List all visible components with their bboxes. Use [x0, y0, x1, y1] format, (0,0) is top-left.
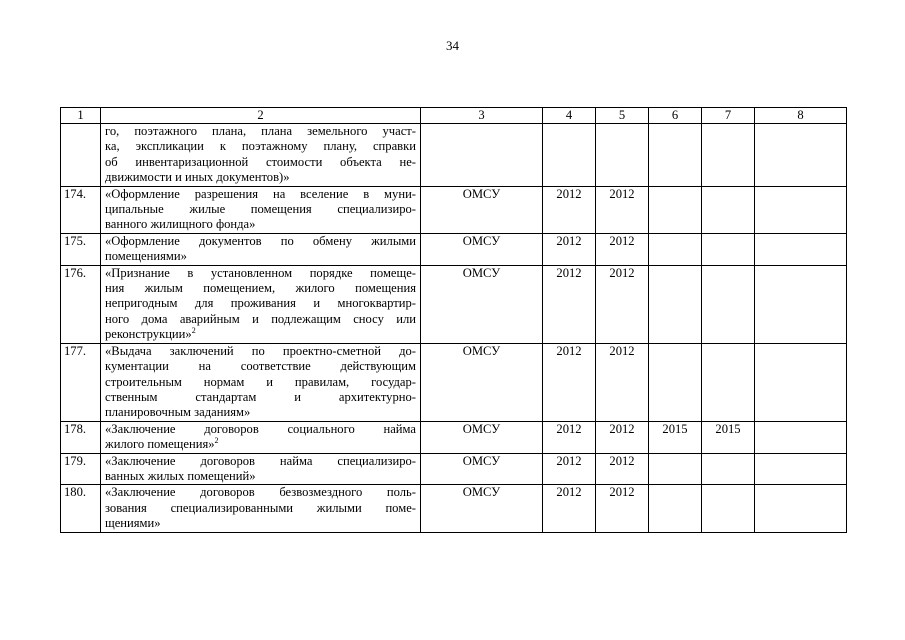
table-row: [61, 343, 847, 421]
footnote-mark: 2: [214, 435, 219, 445]
service-name-line: [105, 485, 416, 500]
row-number: 178.: [61, 421, 101, 453]
year-cell-7: [702, 453, 755, 485]
header-col-8: 8: [755, 108, 847, 124]
table-row: [61, 421, 847, 453]
service-name-text: ка, экспликации к поэтажному плану, справки: [105, 139, 416, 154]
executor-cell: ОМСУ: [421, 265, 543, 343]
year-cell-6: [649, 485, 702, 532]
table-header-row: [61, 108, 847, 124]
service-name-line: [105, 187, 416, 202]
year-cell-7: [702, 343, 755, 421]
service-name-text: непригодным для проживания и многоквартир-: [105, 296, 416, 311]
service-name-line: [105, 281, 416, 296]
service-name-line: [105, 296, 416, 311]
service-name: [101, 233, 421, 265]
table-row: [61, 233, 847, 265]
service-name-line: [105, 155, 416, 170]
year-cell-5: 2012: [596, 233, 649, 265]
footnote-mark: 2: [191, 326, 196, 336]
year-cell-6: [649, 186, 702, 233]
service-name-text: зования специализированными жилыми поме-: [105, 500, 416, 515]
table-row: [61, 265, 847, 343]
service-name-text: ственным стандартам и архитектурно-: [105, 389, 416, 404]
service-name-line: [105, 390, 416, 405]
service-name-text: «Выдача заключений по проектно-сметной до-: [105, 343, 416, 358]
service-name-text: щениями»: [105, 516, 161, 531]
executor-cell: ОМСУ: [421, 343, 543, 421]
year-cell-7: 2015: [702, 421, 755, 453]
service-name-line: [105, 327, 416, 342]
header-col-3: 3: [421, 108, 543, 124]
note-cell: [755, 186, 847, 233]
service-name-text: «Заключение договоров найма специализиро-: [105, 453, 416, 468]
note-cell: [755, 124, 847, 187]
service-name-line: [105, 124, 416, 139]
service-name: [101, 265, 421, 343]
year-cell-4: [543, 124, 596, 187]
year-cell-6: 2015: [649, 421, 702, 453]
page-number: 34: [446, 38, 459, 53]
service-name-line: [105, 501, 416, 516]
row-number: 179.: [61, 453, 101, 485]
executor-cell: ОМСУ: [421, 421, 543, 453]
service-name-text: ципальные жилые помещения специализиро-: [105, 202, 416, 217]
year-cell-7: [702, 233, 755, 265]
year-cell-4: 2012: [543, 453, 596, 485]
service-name-text: движимости и иных документов)»: [105, 170, 290, 185]
service-name-line: [105, 359, 416, 374]
row-number: 176.: [61, 265, 101, 343]
service-name-text: об инвентаризационной стоимости объекта не-: [105, 154, 416, 169]
row-number: 180.: [61, 485, 101, 532]
service-name: [101, 485, 421, 532]
service-name-line: [105, 344, 416, 359]
table-row: [61, 485, 847, 532]
year-cell-5: 2012: [596, 265, 649, 343]
executor-cell: [421, 124, 543, 187]
service-name-line: [105, 139, 416, 154]
service-name: [101, 186, 421, 233]
service-name-text: го, поэтажного плана, плана земельного участ-: [105, 124, 416, 138]
year-cell-5: 2012: [596, 453, 649, 485]
note-cell: [755, 421, 847, 453]
table-body: [61, 108, 847, 533]
service-name-text: реконструкции»: [105, 327, 192, 342]
note-cell: [755, 233, 847, 265]
table-row: [61, 453, 847, 485]
header-col-4: 4: [543, 108, 596, 124]
table-row: [61, 186, 847, 233]
row-number: [61, 124, 101, 187]
header-col-1: 1: [61, 108, 101, 124]
service-name-text: «Заключение договоров социального найма: [105, 421, 416, 436]
service-name-text: «Признание в установленном порядке помеще-: [105, 265, 416, 280]
service-name-text: «Заключение договоров безвозмездного поль-: [105, 485, 416, 500]
year-cell-5: 2012: [596, 186, 649, 233]
service-name-text: планировочным заданиям»: [105, 405, 251, 420]
service-name-line: [105, 202, 416, 217]
service-name: [101, 421, 421, 453]
year-cell-6: [649, 124, 702, 187]
header-col-6: 6: [649, 108, 702, 124]
note-cell: [755, 453, 847, 485]
year-cell-4: 2012: [543, 265, 596, 343]
year-cell-6: [649, 343, 702, 421]
year-cell-5: 2012: [596, 343, 649, 421]
year-cell-4: 2012: [543, 343, 596, 421]
year-cell-5: [596, 124, 649, 187]
executor-cell: ОМСУ: [421, 485, 543, 532]
service-name-line: [105, 469, 416, 484]
service-name-text: ванного жилищного фонда»: [105, 217, 256, 232]
service-name-line: [105, 516, 416, 531]
service-name-line: [105, 312, 416, 327]
service-name: [101, 124, 421, 187]
service-name-line: [105, 375, 416, 390]
year-cell-5: 2012: [596, 421, 649, 453]
service-name-line: [105, 437, 416, 452]
year-cell-6: [649, 233, 702, 265]
year-cell-6: [649, 265, 702, 343]
row-number: 177.: [61, 343, 101, 421]
year-cell-7: [702, 124, 755, 187]
service-name-line: [105, 249, 416, 264]
service-name-line: [105, 234, 416, 249]
service-name-line: [105, 454, 416, 469]
year-cell-6: [649, 453, 702, 485]
service-name-text: «Оформление документов по обмену жилыми: [105, 233, 416, 248]
service-name-line: [105, 217, 416, 232]
service-name-line: [105, 405, 416, 420]
note-cell: [755, 343, 847, 421]
service-name-text: ванных жилых помещений»: [105, 468, 256, 483]
executor-cell: ОМСУ: [421, 233, 543, 265]
service-name-text: жилого помещения»: [105, 437, 215, 452]
header-col-5: 5: [596, 108, 649, 124]
note-cell: [755, 485, 847, 532]
note-cell: [755, 265, 847, 343]
row-number: 175.: [61, 233, 101, 265]
header-col-7: 7: [702, 108, 755, 124]
year-cell-7: [702, 186, 755, 233]
service-name-text: ния жилым помещением, жилого помещения: [105, 281, 416, 296]
service-name-line: [105, 266, 416, 281]
year-cell-4: 2012: [543, 421, 596, 453]
year-cell-4: 2012: [543, 485, 596, 532]
year-cell-4: 2012: [543, 186, 596, 233]
service-name-text: «Оформление разрешения на вселение в муни-: [105, 186, 416, 201]
table-row: [61, 124, 847, 187]
row-number: 174.: [61, 186, 101, 233]
year-cell-5: 2012: [596, 485, 649, 532]
service-name-text: помещениями»: [105, 249, 187, 264]
service-name-text: ного дома аварийным и подлежащим сносу или: [105, 311, 416, 326]
executor-cell: ОМСУ: [421, 453, 543, 485]
year-cell-7: [702, 265, 755, 343]
services-table: [60, 107, 847, 533]
executor-cell: ОМСУ: [421, 186, 543, 233]
service-name-text: кументации на соответствие действующим: [105, 359, 416, 374]
service-name: [101, 343, 421, 421]
header-col-2: 2: [101, 108, 421, 124]
year-cell-7: [702, 485, 755, 532]
service-name-line: [105, 170, 416, 185]
service-name-text: строительным нормам и правилам, государ-: [105, 374, 416, 389]
service-name: [101, 453, 421, 485]
year-cell-4: 2012: [543, 233, 596, 265]
service-name-line: [105, 422, 416, 437]
